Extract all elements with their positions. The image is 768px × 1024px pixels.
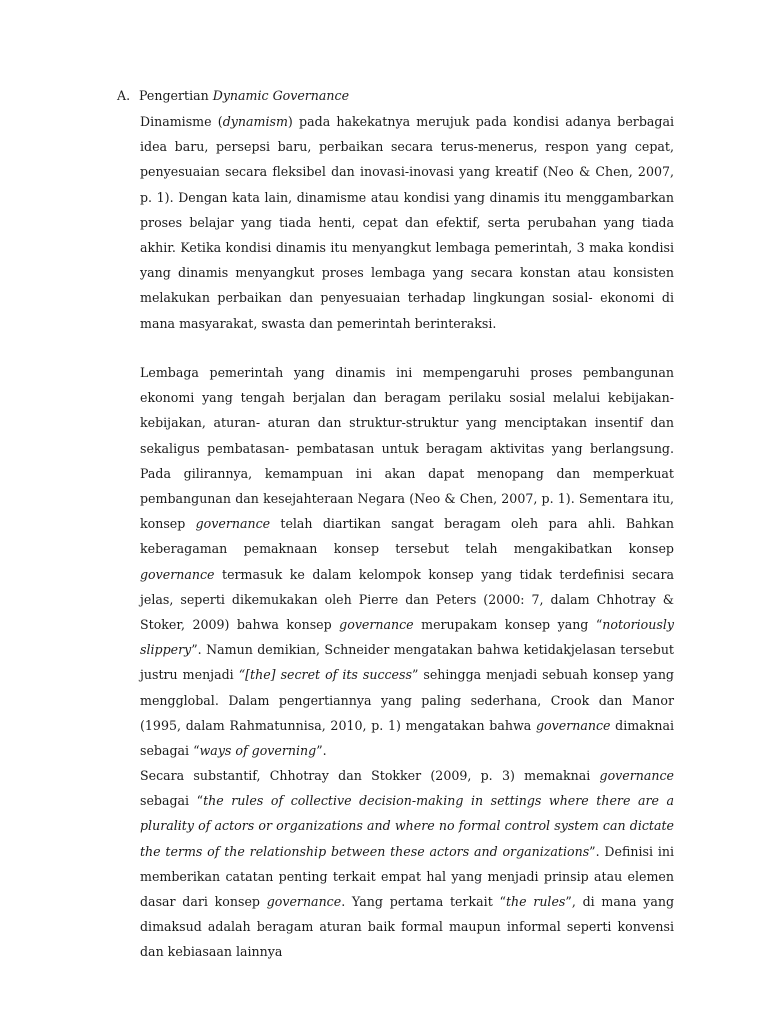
text-run: . Yang pertama terkait “ xyxy=(341,894,506,910)
italic-run: governance xyxy=(195,516,271,532)
text-run: merupakam konsep yang “ xyxy=(413,617,603,633)
section-title: Pengertian xyxy=(139,88,213,103)
text-run: dimaknai sebagai “ xyxy=(140,717,674,759)
section-number: A. xyxy=(117,88,131,103)
text-run: Dinamisme ( xyxy=(140,114,223,129)
italic-run: “[the] secret of its success xyxy=(238,667,412,683)
italic-run: the rules of collective decision-making in settings where there are a plurality of actors or organizations and where no formal control system can dictate the terms of the relationship between these actors and organizations xyxy=(140,793,674,859)
text-run: ”. Definisi ini memberikan catatan penting terkait empat hal yang menjadi prinsip atau elemen dasar dari konsep xyxy=(140,843,674,910)
section-heading xyxy=(117,86,349,106)
italic-run: governance xyxy=(339,617,414,633)
text-run: ”, di mana yang dimaksud adalah beragam aturan baik formal maupun informal seperti konvensi dan kebiasaan lainnya xyxy=(140,894,675,960)
italic-run: governance xyxy=(599,768,674,783)
text-run: ” sehingga menjadi sebuah konsep yang mengglobal. Dalam pengertiannya yang paling sederhana, Crook dan Manor (1995, dalam Rahmatunnisa, 2010, p. 1) mengatakan bahwa xyxy=(140,667,674,733)
italic-run: governance xyxy=(140,566,215,582)
italic-run: notoriously slippery xyxy=(140,617,674,658)
paragraph-2 xyxy=(140,360,674,763)
italic-run: the rules xyxy=(505,894,566,910)
italic-run: ways of governing xyxy=(199,743,317,759)
paragraph-3 xyxy=(140,763,674,965)
text-run: telah diartikan sangat beragam oleh para ahli. Bahkan keberagaman pemaknaan konsep tersebut telah mengakibatkan konsep xyxy=(140,516,674,557)
text-run: Lembaga pemerintah yang dinamis ini mempengaruhi proses pembangunan ekonomi yang tengah berjalan dan beragam perilaku sosial melalui kebijakan-kebijakan, aturan- aturan dan struktur-struktur yang menciptakan insentif dan sekaligus pembatasan- pembatasan untuk beragam aktivitas yang berlangsung. Pada gilirannya, kemampuan ini akan dapat menopang dan memperkuat pembangunan dan kesejahteraan Negara (Neo & Chen, 2007, p. 1). Sementara itu, konsep xyxy=(140,365,674,532)
section-title-italic: Dynamic Governance xyxy=(212,88,350,103)
text-run: Secara substantif, Chhotray dan Stokker (2009, p. 3) memaknai xyxy=(140,768,600,783)
text-run: termasuk ke dalam kelompok konsep yang tidak terdefinisi secara jelas, seperti dikemukakan oleh Pierre dan Peters (2000: 7, dalam Chhotray & Stoker, 2009) bahwa konsep xyxy=(140,566,674,633)
italic-run: dynamism xyxy=(222,114,288,129)
paragraph-1 xyxy=(140,109,674,336)
text-run: sebagai “ xyxy=(140,793,204,809)
italic-run: governance xyxy=(535,717,611,733)
text-run: ”. xyxy=(316,743,327,759)
italic-run: governance xyxy=(266,894,342,910)
text-run: ”. Namun demikian, Schneider mengatakan bahwa ketidakjelasan tersebut justru menjadi xyxy=(140,642,674,683)
text-run: ) pada hakekatnya merujuk pada kondisi adanya berbagai idea baru, persepsi baru, perbaikan secara terus-menerus, respon yang cepat, penyesuaian secara fleksibel dan inovasi-inovasi yang kreatif (Neo & Chen, 2007, p. 1). Dengan kata lain, dinamisme atau kondisi yang dinamis itu menggambarkan proses belajar yang tiada henti, cepat dan efektif, serta perubahan yang tiada akhir. Ketika kondisi dinamis itu menyangkut lembaga pemerintah, 3 maka kondisi yang dinamis menyangkut proses lembaga yang secara konstan atau konsisten melakukan perbaikan dan penyesuaian terhadap lingkungan sosial- ekonomi di mana masyarakat, swasta dan pemerintah berinteraksi. xyxy=(140,114,674,331)
